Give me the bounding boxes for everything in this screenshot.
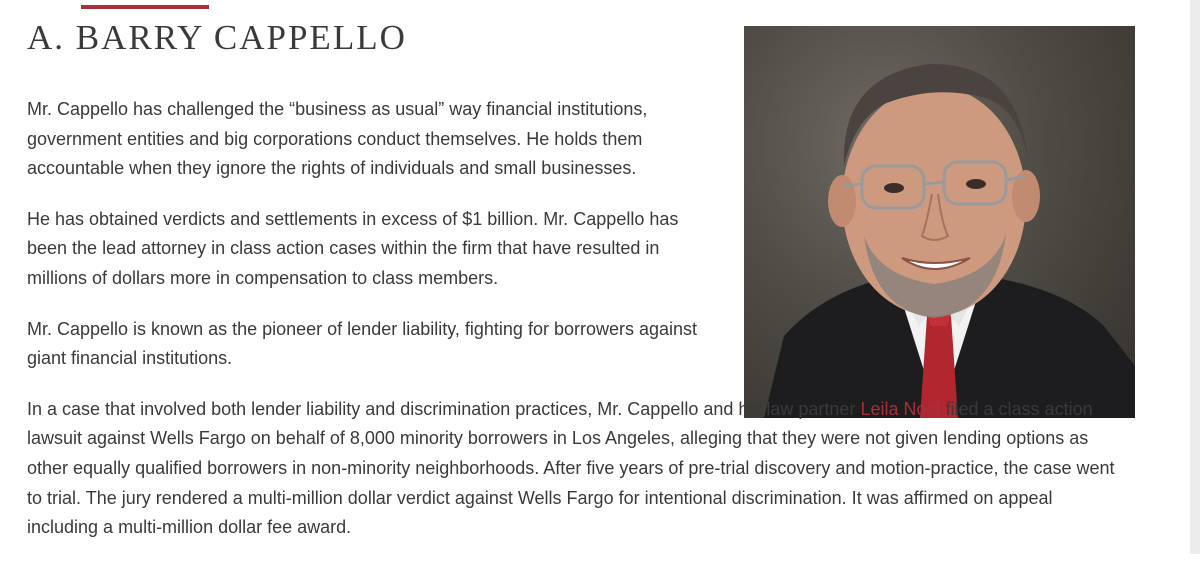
bio-content [27, 95, 1127, 564]
bio-paragraph-3: Mr. Cappello is known as the pioneer of lender liability, fighting for borrowers against giant financial institutions. [27, 318, 698, 369]
title-accent-bar [81, 5, 209, 9]
leila-noel-link[interactable]: Leila Noël [860, 398, 941, 419]
page-title: A. BARRY CAPPELLO [27, 18, 407, 57]
bio-paragraph-4-start: In a case that involved both lender liability and discrimination practices, Mr. Cappello and his law partner [27, 398, 861, 419]
bio-paragraph-1: Mr. Cappello has challenged the “business as usual” way financial institutions, government entities and big corporations conduct themselves. He holds them accountable when they ignore the rights of individuals and small businesses. [27, 99, 648, 179]
scrollbar-track[interactable] [1190, 0, 1200, 554]
bio-paragraph-4 [27, 395, 1127, 543]
bio-paragraph-2: He has obtained verdicts and settlements in excess of $1 billion. Mr. Cappello has been the lead attorney in class action cases within the firm that have resulted in millions of dollars more in compensation to class members. [27, 208, 679, 288]
bio-paragraph-4-end: filed a class action lawsuit against Wells Fargo on behalf of 8,000 minority borrowers in Los Angeles, alleging that they were not given lending options as other equally qualified borrowers in non-minority neighborhoods. After five years of pre-trial discovery and motion-practice, the case went to trial. The jury rendered a multi-million dollar verdict against Wells Fargo for intentional discrimination. It was affirmed on appeal including a multi-million dollar fee award. [27, 398, 1115, 538]
